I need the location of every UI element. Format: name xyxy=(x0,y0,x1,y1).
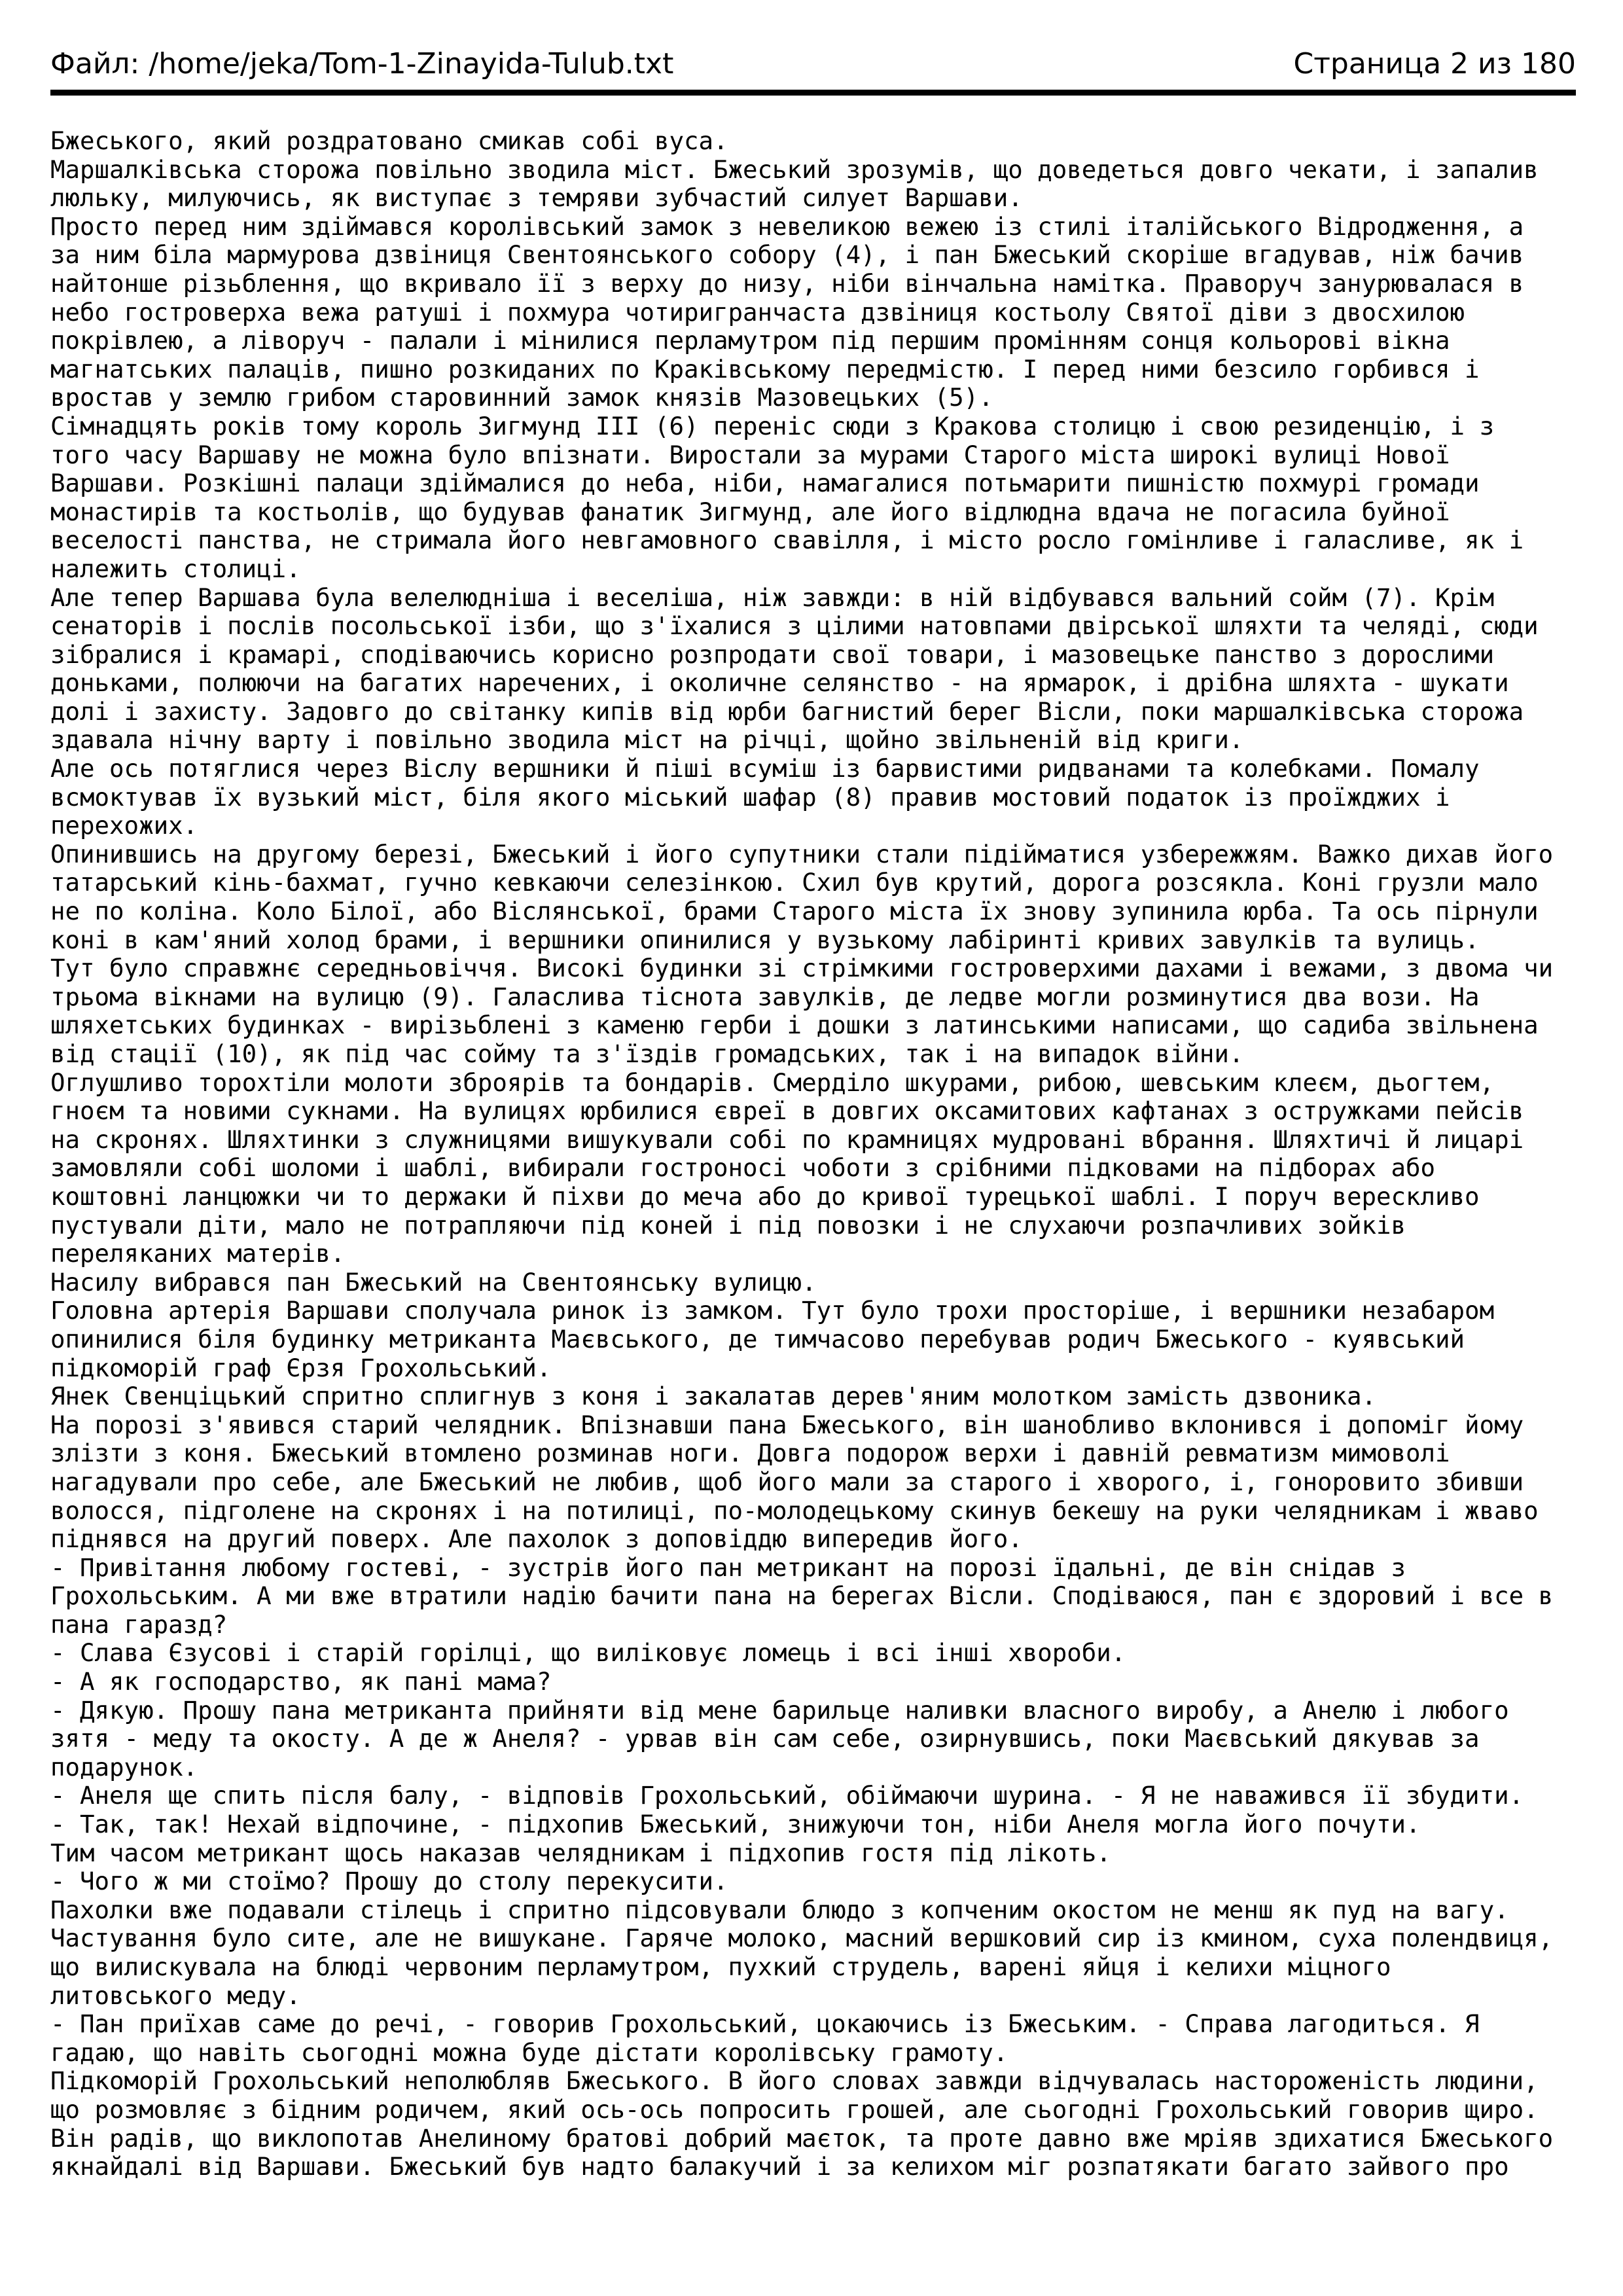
text-line: литовського меду. xyxy=(50,1981,301,2010)
text-line: Але ось потяглися через Віслу вершники й піші всуміш із барвистими ридванами та колебками. Помалу xyxy=(50,754,1480,783)
text-line: трьома вікнами на вулицю (9). Галаслива тіснота завулків, де ледве могли розминутися два вози. На xyxy=(50,982,1480,1011)
text-line: - Анеля ще спить після балу, - відповів Грохольський, обіймаючи шурина. - Я не наважився її збудити. xyxy=(50,1781,1524,1810)
text-line: Частування було сите, але не вишукане. Гаряче молоко, масний вершковий сир із кмином, суха полендвиця, xyxy=(50,1924,1554,1953)
text-line: здавала нічну варту і повільно зводила міст на річці, щойно звільненій від криги. xyxy=(50,725,1244,755)
text-line: Головна артерія Варшави сполучала ринок із замком. Тут було трохи просторіше, і вершники незабаром xyxy=(50,1296,1495,1325)
text-line: Маршалківська сторожа повільно зводила міст. Бжеський зрозумів, що доведеться довго чекати, і запалив xyxy=(50,154,1539,184)
text-line: гадаю, що навіть сьогодні можна буде дістати королівську грамоту. xyxy=(50,2037,1008,2067)
text-line: сенаторів і послів посольської ізби, що з'їхалися з цілими натовпами двірської шляхти та челяді, сюди xyxy=(50,611,1539,641)
text-line: Тут було справжнє середньовіччя. Високі будинки зі стрімкими гостроверхими дахами і вежами, з двома чи xyxy=(50,954,1554,983)
text-line: переляканих матерів. xyxy=(50,1239,346,1268)
text-line: злізти з коня. Бжеський втомлено розминав ноги. Довга подорож верхи і давній ревматизм мимоволі xyxy=(50,1439,1450,1468)
text-line: Насилу вибрався пан Бжеський на Свентоянську вулицю. xyxy=(50,1267,817,1297)
text-line: На порозі з'явився старий челядник. Впізнавши пана Бжеського, він шанобливо вклонився і допоміг йому xyxy=(50,1410,1524,1439)
text-line: волосся, підголене на скронях і на потилиці, по-молодецькому скинув бекешу на руки челядникам і жваво xyxy=(50,1496,1539,1525)
text-line: гноєм та новими сукнами. На вулицях юрбилися євреї в довгих оксамитових кафтанах з остружками пейсів xyxy=(50,1096,1524,1126)
text-line: - Пан приїхав саме до речі, - говорив Грохольський, цокаючись із Бжеським. - Справа лагодиться. Я xyxy=(50,2009,1480,2039)
text-line: не по коліна. Коло Білої, або Віслянської, брами Старого міста їх знову зупинила юрба. Та ось пірнули xyxy=(50,897,1539,926)
text-line: Бжеського, який роздратовано смикав собі вуса. xyxy=(50,126,728,155)
text-line: Янек Свенціцький спритно сплигнув з коня і закалатав дерев'яним молотком замість дзвоника. xyxy=(50,1382,1376,1411)
text-line: шляхетських будинках - вирізьблені з каменю герби і дошки з латинськими написами, що садиба звільнена xyxy=(50,1011,1539,1040)
text-line: що розмовляє з бідним родичем, який ось-ось попросить грошей, але сьогодні Грохольський говорив щиро. xyxy=(50,2094,1539,2124)
text-line: татарський кінь-бахмат, гучно кевкаючи селезінкою. Схил був крутий, дорога розсякла. Коні грузли мало xyxy=(50,868,1539,897)
text-line: - А як господарство, як пані мама? xyxy=(50,1667,552,1696)
page-header xyxy=(50,47,1576,81)
text-line: подарунок. xyxy=(50,1752,198,1782)
text-line: того часу Варшаву не можна було впізнати. Виростали за мурами Старого міста широкі вулиці Нової xyxy=(50,440,1450,469)
text-line: зятя - меду та окосту. А де ж Анеля? - урвав він сам себе, озирнувшись, поки Маєвський дякував за xyxy=(50,1724,1480,1753)
text-line: перехожих. xyxy=(50,811,198,840)
text-line: Він радів, що виклопотав Анелиному братові добрий маєток, та проте давно вже мріяв здихатися Бжеського xyxy=(50,2123,1554,2153)
text-line: доньками, полюючи на багатих наречених, і околичне селянство - на ярмарок, і дрібна шляхта - шукати xyxy=(50,668,1509,698)
text-line: піднявся на другий поверх. Але пахолок з доповіддю випередив його. xyxy=(50,1524,1023,1554)
text-line: якнайдалі від Варшави. Бжеський був надто балакучий і за келихом міг розпатякати багато зайвого про xyxy=(50,2152,1509,2181)
text-line: - Чого ж ми стоїмо? Прошу до столу перекусити. xyxy=(50,1867,728,1896)
header-divider xyxy=(50,90,1576,96)
text-line: Оглушливо торохтіли молоти зброярів та бондарів. Смерділо шкурами, рибою, шевським клеєм, дьогтем, xyxy=(50,1067,1495,1097)
text-line: зібралися і крамарі, сподіваючись корисно розпродати свої товари, і мазовецьке панство з дорослими xyxy=(50,639,1495,669)
text-line: належить столиці. xyxy=(50,554,301,583)
text-line: підкоморій граф Єрзя Грохольський. xyxy=(50,1353,552,1382)
text-line: - Дякую. Прошу пана метриканта прийняти від мене барильце наливки власного виробу, а Анелю і любого xyxy=(50,1695,1509,1725)
text-line: пана гаразд? xyxy=(50,1609,228,1639)
text-line: долі і захисту. Задовго до світанку кипів від юрби багнистий берег Вісли, поки маршалківська сторожа xyxy=(50,696,1524,726)
text-line: вростав у землю грибом старовинний замок князів Мазовецьких (5). xyxy=(50,383,993,412)
text-line: Тим часом метрикант щось наказав челядникам і підхопив гостя під лікоть. xyxy=(50,1838,1111,1867)
text-line: Але тепер Варшава була велелюдніша і веселіша, ніж завжди: в ній відбувався вальний сойм (7). Крім xyxy=(50,583,1495,612)
text-line: коштовні ланцюжки чи то держаки й піхви до меча або до кривої турецької шаблі. І поруч верескливо xyxy=(50,1181,1480,1211)
text-line: люльку, милуючись, як виступає з темряви зубчастий силует Варшави. xyxy=(50,183,1023,213)
text-line: на скронях. Шляхтинки з служницями вишукували собі по крамницях мудровані вбрання. Шляхтичі й лицарі xyxy=(50,1124,1524,1154)
text-line: магнатських палаців, пишно розкиданих по Краківському передмістю. І перед ними безсило горбився і xyxy=(50,354,1480,384)
text-line: - Слава Єзусові і старій горілці, що виліковує ломець і всі інші хвороби. xyxy=(50,1638,1126,1668)
text-line: Пахолки вже подавали стілець і спритно підсовували блюдо з копченим окостом не менш як пуд на вагу. xyxy=(50,1895,1509,1924)
text-line: за ним біла мармурова дзвіниця Свентоянського собору (4), і пан Бжеський скоріше вгадував, ніж бачив xyxy=(50,240,1524,270)
text-line: Варшави. Розкішні палаци здіймалися до неба, ніби, намагалися потьмарити пишністю похмурі громади xyxy=(50,469,1480,498)
page-number-label: Страница 2 из 180 xyxy=(1293,47,1576,81)
text-line: Грохольським. А ми вже втратили надію бачити пана на берегах Вісли. Сподіваюся, пан є здоровий і все в xyxy=(50,1581,1554,1611)
text-line: покрівлею, а ліворуч - палали і мінилися перламутром під першим промінням сонця кольорові вікна xyxy=(50,326,1450,355)
text-line: нагадували про себе, але Бжеський не любив, щоб його мали за старого і хворого, і, гоноровито збивши xyxy=(50,1467,1524,1496)
text-line: - Так, так! Нехай відпочине, - підхопив Бжеський, знижуючи тон, ніби Анеля могла його почути. xyxy=(50,1810,1421,1839)
text-line: коні в кам'яний холод брами, і вершники опинилися у вузькому лабіринті кривих завулків та вулиць. xyxy=(50,925,1480,954)
text-line: Опинившись на другому березі, Бжеський і його супутники стали підійматися узбережжям. Важко дихав його xyxy=(50,839,1554,869)
text-line: опинилися біля будинку метриканта Маєвського, де тимчасово перебував родич Бжеського - куявський xyxy=(50,1324,1465,1354)
text-line: веселості панства, не стримала його невгамовного свавілля, і місто росло гомінливе і галасливе, як і xyxy=(50,526,1524,555)
text-line: що вилискувала на блюді червоним перламутром, пухкий струдель, варені яйця і келихи міцного xyxy=(50,1952,1391,1981)
text-line: всмоктував їх вузький міст, біля якого міський шафар (8) правив мостовий податок із проїжджих і xyxy=(50,782,1450,812)
text-line: замовляли собі шоломи і шаблі, вибирали гостроносі чоботи з срібними підковами на підборах або xyxy=(50,1153,1436,1183)
file-path-label: Файл: /home/jeka/Tom-1-Zinayida-Tulub.txt xyxy=(50,47,674,81)
text-line: Сімнадцять років тому король Зигмунд III (6) переніс сюди з Кракова столицю і свою резиденцію, і з xyxy=(50,411,1495,440)
text-line: найтонше різьблення, що вкривало її з верху до низу, ніби вінчальна намітка. Праворуч занурювалася в xyxy=(50,268,1524,298)
text-line: пустували діти, мало не потрапляючи під коней і під повозки і не слухаючи розпачливих зойків xyxy=(50,1210,1406,1240)
text-line: - Привітання любому гостеві, - зустрів його пан метрикант на порозі їдальні, де він снідав з xyxy=(50,1552,1406,1582)
text-content xyxy=(50,127,1553,2181)
text-line: Підкоморій Грохольський неполюбляв Бжеського. В його словах завжди відчувалась настороженість людини, xyxy=(50,2066,1539,2096)
text-line: небо гостроверха вежа ратуші і похмура чотиригранчаста дзвіниця костьолу Святої діви з двосхилою xyxy=(50,297,1465,327)
text-line: монастирів та костьолів, що будував фанатик Зигмунд, але його відлюдна вдача не погасила буйної xyxy=(50,497,1450,526)
text-line: Просто перед ним здіймався королівський замок з невеликою вежею із стилі італійського Відродження, а xyxy=(50,211,1524,241)
text-line: від стації (10), як під час сойму та з'їздів громадських, так і на випадок війни. xyxy=(50,1039,1244,1068)
